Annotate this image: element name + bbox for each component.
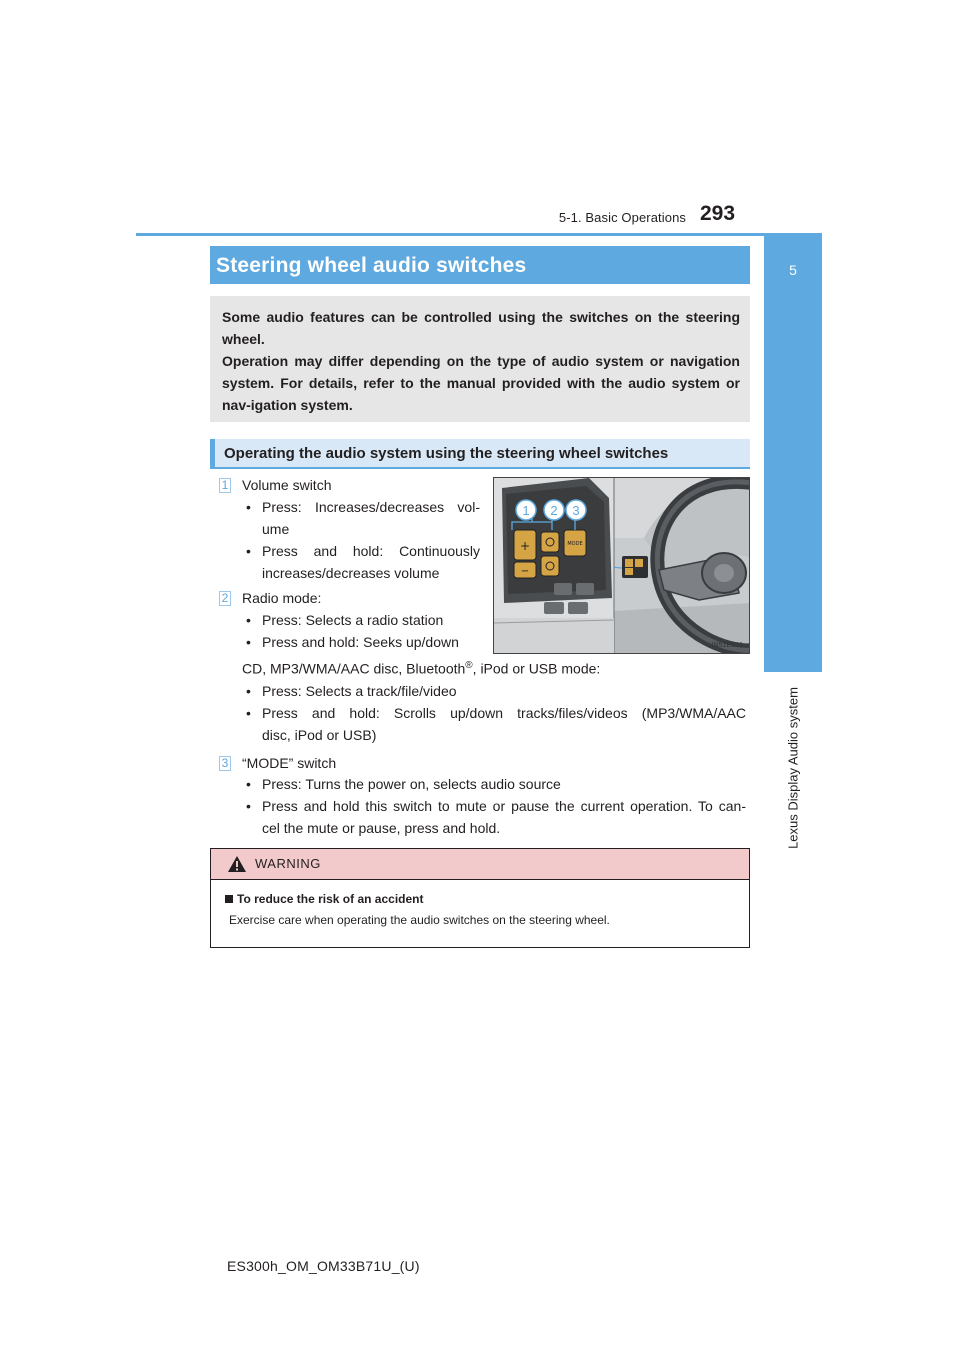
radio-bullet-hold: • Press and hold: Seeks up/down [246, 634, 459, 650]
intro-line-2: Operation may differ depending on the type of audio system or navigation system. For details, refer to the manual provided with the audio system or nav-igation system. [222, 353, 740, 413]
chapter-number: 5 [789, 262, 797, 278]
mode-bullet-press: • Press: Turns the power on, selects audio source [246, 776, 561, 792]
subheading: Operating the audio system using the steering wheel switches [224, 445, 669, 462]
warning-title: To reduce the risk of an accident [237, 892, 424, 906]
volume-bullet-hold: • Press and hold: Continuously increases/decreases volume [246, 543, 480, 581]
mode-switch-title: “MODE” switch [242, 755, 337, 771]
figure-callout-2: 2 [550, 503, 558, 518]
volume-bullet-press: • Press: Increases/decreases vol- ume [246, 499, 480, 537]
page-title: Steering wheel audio switches [216, 254, 527, 277]
svg-text:+: + [519, 539, 531, 553]
subheading-bar [210, 439, 750, 469]
subheading-accent [210, 439, 215, 469]
intro-line-1: Some audio features can be controlled using the switches on the steering wheel. [222, 309, 740, 347]
mode-bullet-hold: • Press and hold this switch to mute or pause the current operation. To can- cel the mute or pause, press and hold. [246, 798, 746, 836]
svg-text:−: − [520, 566, 530, 577]
running-header-section: 5-1. Basic Operations [558, 210, 686, 225]
warning-triangle-icon [227, 855, 247, 873]
warning-square-bullet [225, 895, 233, 903]
section-title-bar [210, 246, 750, 284]
item-number-3: 3 [219, 756, 231, 771]
figure-code: IN51ES11 [711, 642, 743, 649]
cd-bullet-hold: • Press and hold: Scrolls up/down tracks/files/videos (MP3/WMA/AAC disc, iPod or USB) [246, 705, 746, 743]
warning-text: Exercise care when operating the audio switches on the steering wheel. [229, 913, 610, 927]
item-number-1: 1 [219, 478, 231, 493]
warning-box [210, 848, 750, 948]
svg-text:MODE: MODE [567, 541, 583, 547]
intro-box [210, 296, 750, 422]
figure-callout-1: 1 [522, 503, 530, 518]
page-number: 293 [700, 202, 736, 225]
chapter-title-vertical [783, 678, 803, 858]
cd-bullet-press: • Press: Selects a track/file/video [246, 683, 457, 699]
header-rule [136, 233, 822, 236]
item-number-2: 2 [219, 591, 231, 606]
chapter-tab [764, 236, 822, 672]
warning-header [211, 849, 749, 880]
radio-mode-title: Radio mode: [242, 590, 322, 606]
volume-switch-title: Volume switch [242, 477, 332, 493]
chapter-title: Lexus Display Audio system [785, 687, 801, 849]
warning-label: WARNING [255, 856, 321, 871]
footer-doc-code: ES300h_OM_OM33B71U_(U) [227, 1258, 420, 1274]
figure-callout-3: 3 [572, 503, 580, 518]
figure-callouts [514, 498, 614, 522]
steering-wheel-figure [493, 477, 750, 654]
cd-mode-title: CD, MP3/WMA/AAC disc, Bluetooth®, iPod or USB mode: [242, 660, 601, 677]
radio-bullet-press: • Press: Selects a radio station [246, 612, 444, 628]
